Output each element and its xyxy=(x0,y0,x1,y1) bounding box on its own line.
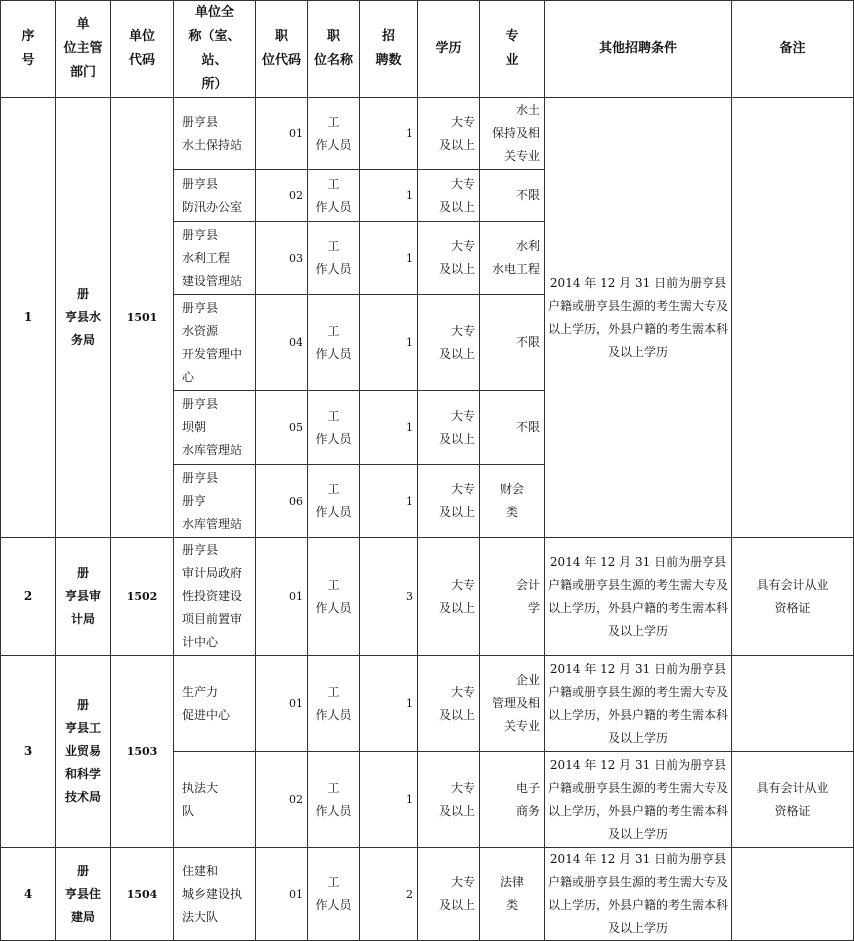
cond-cell: 2014 年 12 月 31 日前为册亨县户籍或册亨县生源的考生需大专及以上学历，外县户籍的考生需本科及以上学历 xyxy=(545,98,732,538)
header-major: 专 业 xyxy=(480,1,545,98)
pos-code-cell: 04 xyxy=(256,295,308,391)
count-cell: 1 xyxy=(360,391,418,465)
major-cell: 不限 xyxy=(480,391,545,465)
unit-name-cell: 册亨县 水资源 开发管理中 心 xyxy=(174,295,256,391)
header-unit-code: 单位 代码 xyxy=(111,1,174,98)
unit-name-cell: 住建和 城乡建设执 法大队 xyxy=(174,848,256,941)
note-cell: 具有会计从业 资格证 xyxy=(732,538,854,656)
major-cell: 电子 商务 xyxy=(480,752,545,848)
edu-cell: 大专 及以上 xyxy=(418,170,480,222)
pos-name-cell: 工 作人员 xyxy=(308,752,360,848)
pos-code-cell: 01 xyxy=(256,538,308,656)
dept-cell: 册 亨县水 务局 xyxy=(56,98,111,538)
pos-name-cell: 工 作人员 xyxy=(308,656,360,752)
table-row xyxy=(1,848,854,941)
count-cell: 2 xyxy=(360,848,418,941)
pos-name-cell: 工 作人员 xyxy=(308,848,360,941)
edu-cell: 大专 及以上 xyxy=(418,656,480,752)
dept-cell: 册 亨县审 计局 xyxy=(56,538,111,656)
unit-code-cell: 1503 xyxy=(111,656,174,848)
header-pos-code: 职 位代码 xyxy=(256,1,308,98)
header-count: 招 聘数 xyxy=(360,1,418,98)
edu-cell: 大专 及以上 xyxy=(418,752,480,848)
edu-cell: 大专 及以上 xyxy=(418,222,480,295)
cond-cell: 2014 年 12 月 31 日前为册亨县户籍或册亨县生源的考生需大专及以上学历，外县户籍的考生需本科及以上学历 xyxy=(545,656,732,752)
header-pos-name: 职 位名称 xyxy=(308,1,360,98)
count-cell: 1 xyxy=(360,465,418,538)
unit-code-cell: 1502 xyxy=(111,538,174,656)
note-cell xyxy=(732,848,854,941)
edu-cell: 大专 及以上 xyxy=(418,538,480,656)
count-cell: 1 xyxy=(360,656,418,752)
major-cell: 水利 水电工程 xyxy=(480,222,545,295)
header-row xyxy=(1,1,854,98)
pos-code-cell: 01 xyxy=(256,98,308,170)
unit-name-cell: 册亨县 册亨 水库管理站 xyxy=(174,465,256,538)
pos-code-cell: 02 xyxy=(256,752,308,848)
note-cell: 具有会计从业 资格证 xyxy=(732,752,854,848)
unit-name-cell: 生产力 促进中心 xyxy=(174,656,256,752)
cond-cell: 2014 年 12 月 31 日前为册亨县户籍或册亨县生源的考生需大专及以上学历，外县户籍的考生需本科及以上学历 xyxy=(545,538,732,656)
count-cell: 1 xyxy=(360,170,418,222)
major-cell: 法律 类 xyxy=(480,848,545,941)
cond-cell: 2014 年 12 月 31 日前为册亨县户籍或册亨县生源的考生需大专及以上学历，外县户籍的考生需本科及以上学历 xyxy=(545,848,732,941)
edu-cell: 大专 及以上 xyxy=(418,295,480,391)
edu-cell: 大专 及以上 xyxy=(418,465,480,538)
pos-code-cell: 01 xyxy=(256,848,308,941)
unit-code-cell: 1504 xyxy=(111,848,174,941)
table-row xyxy=(1,98,854,170)
count-cell: 1 xyxy=(360,222,418,295)
pos-code-cell: 02 xyxy=(256,170,308,222)
major-cell: 企业 管理及相 关专业 xyxy=(480,656,545,752)
major-cell: 会计 学 xyxy=(480,538,545,656)
seq-cell: 3 xyxy=(1,656,56,848)
pos-name-cell: 工 作人员 xyxy=(308,538,360,656)
unit-name-cell: 册亨县 坝朝 水库管理站 xyxy=(174,391,256,465)
pos-name-cell: 工 作人员 xyxy=(308,465,360,538)
unit-name-cell: 册亨县 水土保持站 xyxy=(174,98,256,170)
header-seq: 序 号 xyxy=(1,1,56,98)
header-cond: 其他招聘条件 xyxy=(545,1,732,98)
pos-name-cell: 工 作人员 xyxy=(308,98,360,170)
seq-cell: 4 xyxy=(1,848,56,941)
edu-cell: 大专 及以上 xyxy=(418,391,480,465)
note-cell xyxy=(732,656,854,752)
header-edu: 学历 xyxy=(418,1,480,98)
pos-name-cell: 工 作人员 xyxy=(308,295,360,391)
pos-code-cell: 05 xyxy=(256,391,308,465)
header-note: 备注 xyxy=(732,1,854,98)
pos-code-cell: 01 xyxy=(256,656,308,752)
count-cell: 1 xyxy=(360,98,418,170)
pos-code-cell: 03 xyxy=(256,222,308,295)
table-row xyxy=(1,538,854,656)
major-cell: 水土 保持及相 关专业 xyxy=(480,98,545,170)
seq-cell: 2 xyxy=(1,538,56,656)
unit-code-cell: 1501 xyxy=(111,98,174,538)
pos-name-cell: 工 作人员 xyxy=(308,170,360,222)
major-cell: 财会 类 xyxy=(480,465,545,538)
seq-cell: 1 xyxy=(1,98,56,538)
pos-code-cell: 06 xyxy=(256,465,308,538)
edu-cell: 大专 及以上 xyxy=(418,848,480,941)
unit-name-cell: 册亨县 水利工程 建设管理站 xyxy=(174,222,256,295)
unit-name-cell: 册亨县 防汛办公室 xyxy=(174,170,256,222)
major-cell: 不限 xyxy=(480,170,545,222)
unit-name-cell: 执法大 队 xyxy=(174,752,256,848)
pos-name-cell: 工 作人员 xyxy=(308,391,360,465)
count-cell: 3 xyxy=(360,538,418,656)
table-row xyxy=(1,656,854,752)
cond-cell: 2014 年 12 月 31 日前为册亨县户籍或册亨县生源的考生需大专及以上学历，外县户籍的考生需本科及以上学历 xyxy=(545,752,732,848)
count-cell: 1 xyxy=(360,752,418,848)
dept-cell: 册 亨县工 业贸易 和科学 技术局 xyxy=(56,656,111,848)
edu-cell: 大专 及以上 xyxy=(418,98,480,170)
pos-name-cell: 工 作人员 xyxy=(308,222,360,295)
major-cell: 不限 xyxy=(480,295,545,391)
dept-cell: 册 亨县住 建局 xyxy=(56,848,111,941)
count-cell: 1 xyxy=(360,295,418,391)
note-cell xyxy=(732,98,854,538)
unit-name-cell: 册亨县 审计局政府 性投资建设 项目前置审 计中心 xyxy=(174,538,256,656)
header-dept: 单 位主管 部门 xyxy=(56,1,111,98)
header-unit-name: 单位全 称（室、站、 所） xyxy=(174,1,256,98)
